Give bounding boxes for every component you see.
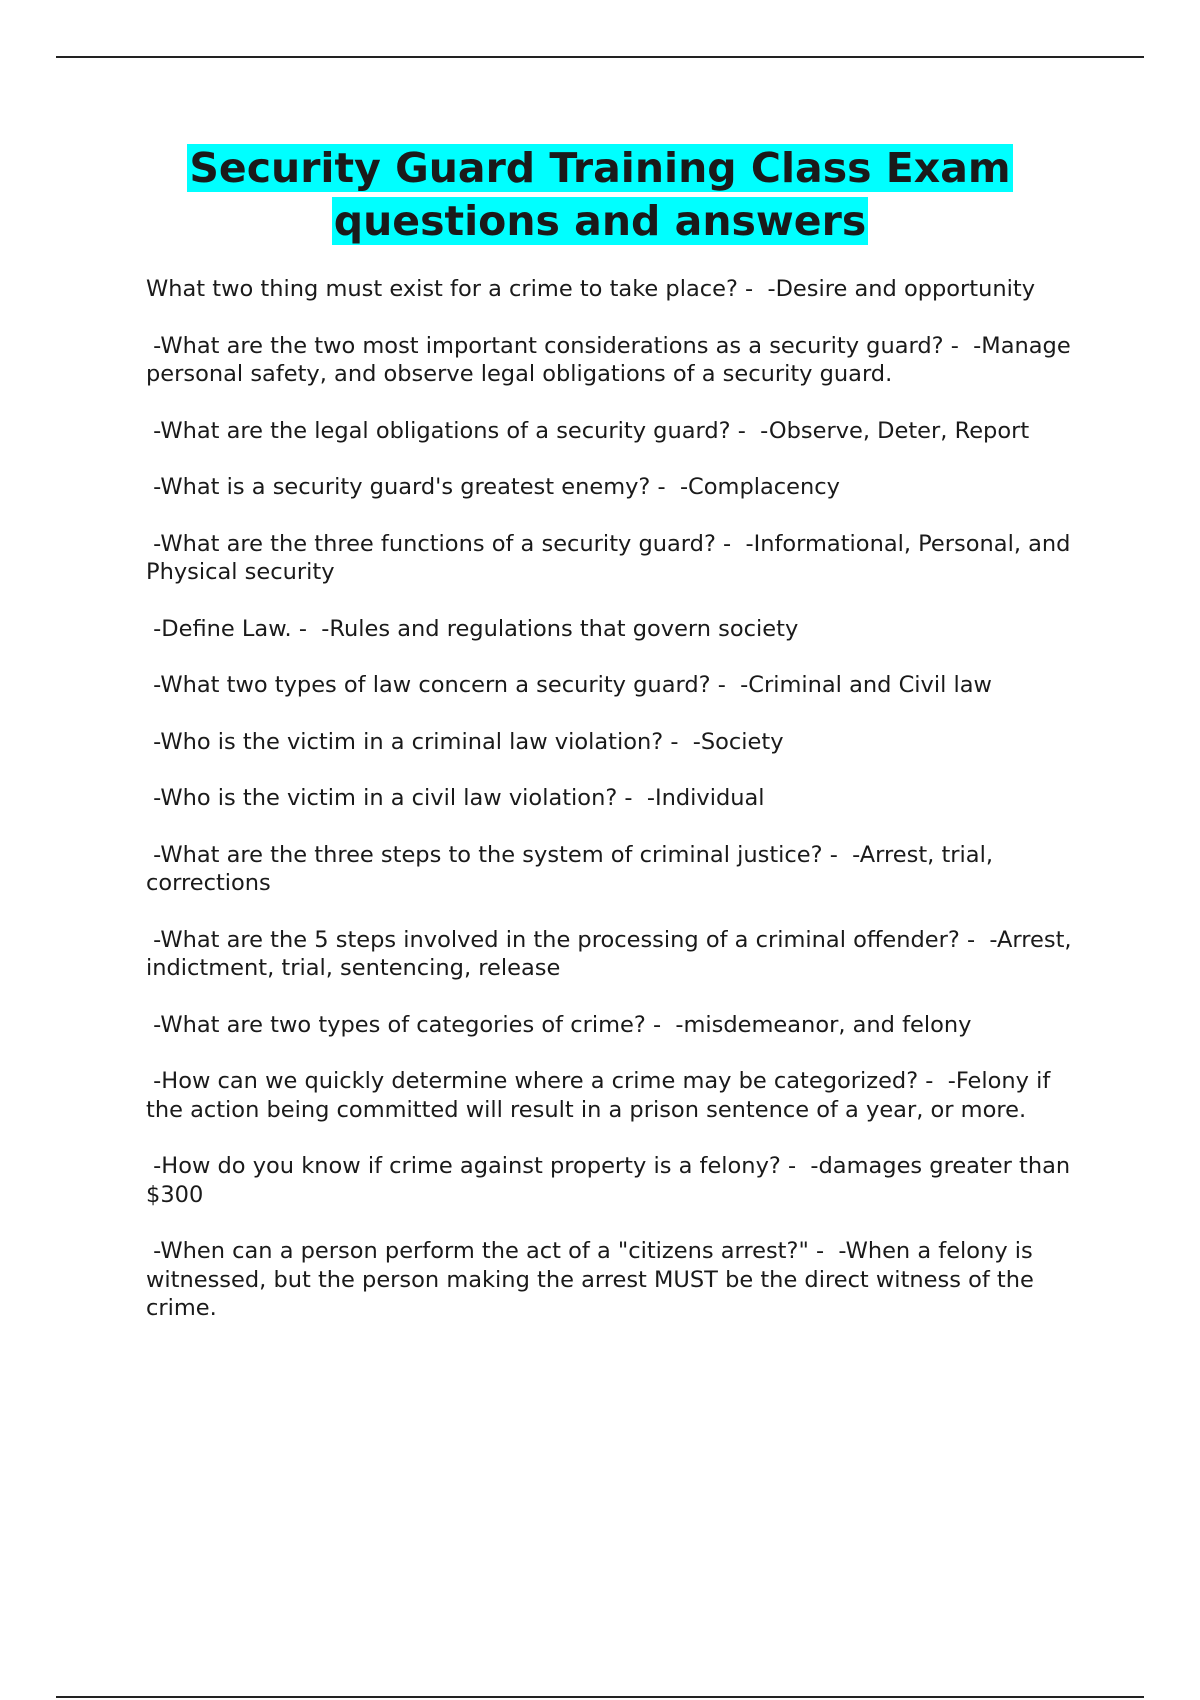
qa-item: -What are the three functions of a security guard? - -Informational, Personal, and Physical security bbox=[146, 530, 1078, 585]
qa-item: What two thing must exist for a crime to take place? - -Desire and opportunity bbox=[146, 276, 1036, 302]
document-title bbox=[100, 142, 1100, 248]
footer-rule bbox=[56, 1696, 1144, 1698]
qa-item: -When can a person perform the act of a "citizens arrest?" - -When a felony is witnessed, but the person making the arrest MUST be the direct witness of the crime. bbox=[146, 1238, 1042, 1321]
qa-item: -What two types of law concern a security guard? - -Criminal and Civil law bbox=[146, 672, 992, 698]
qa-item: -How can we quickly determine where a crime may be categorized? - -Felony if the action being committed will result in a prison sentence of a year, or more. bbox=[146, 1068, 1058, 1123]
qa-item: -What are the three steps to the system of criminal justice? - -Arrest, trial, corrections bbox=[146, 841, 1001, 896]
qa-item: -What are the two most important considerations as a security guard? - -Manage personal safety, and observe legal obligations of a security guard. bbox=[146, 332, 1078, 387]
title-line-1: Security Guard Training Class Exam bbox=[189, 144, 1011, 192]
title-line-2: questions and answers bbox=[333, 197, 867, 245]
header-rule bbox=[56, 56, 1144, 58]
qa-item: -How do you know if crime against property is a felony? - -damages greater than $300 bbox=[146, 1153, 1078, 1208]
qa-item: -Define Law. - -Rules and regulations that govern society bbox=[146, 615, 799, 642]
qa-list bbox=[146, 275, 1086, 1351]
qa-item: -Who is the victim in a civil law violation? - -Individual bbox=[146, 785, 765, 811]
qa-item: -What are the legal obligations of a security guard? - -Observe, Deter, Report bbox=[146, 417, 1030, 444]
qa-item: -What are two types of categories of crime? - -misdemeanor, and felony bbox=[146, 1011, 972, 1038]
qa-item: -Who is the victim in a criminal law violation? - -Society bbox=[146, 728, 784, 755]
qa-item: -What are the 5 steps involved in the processing of a criminal offender? - -Arrest, indictment, trial, sentencing, release bbox=[146, 926, 1079, 981]
qa-item: -What is a security guard's greatest enemy? - -Complacency bbox=[146, 474, 840, 500]
